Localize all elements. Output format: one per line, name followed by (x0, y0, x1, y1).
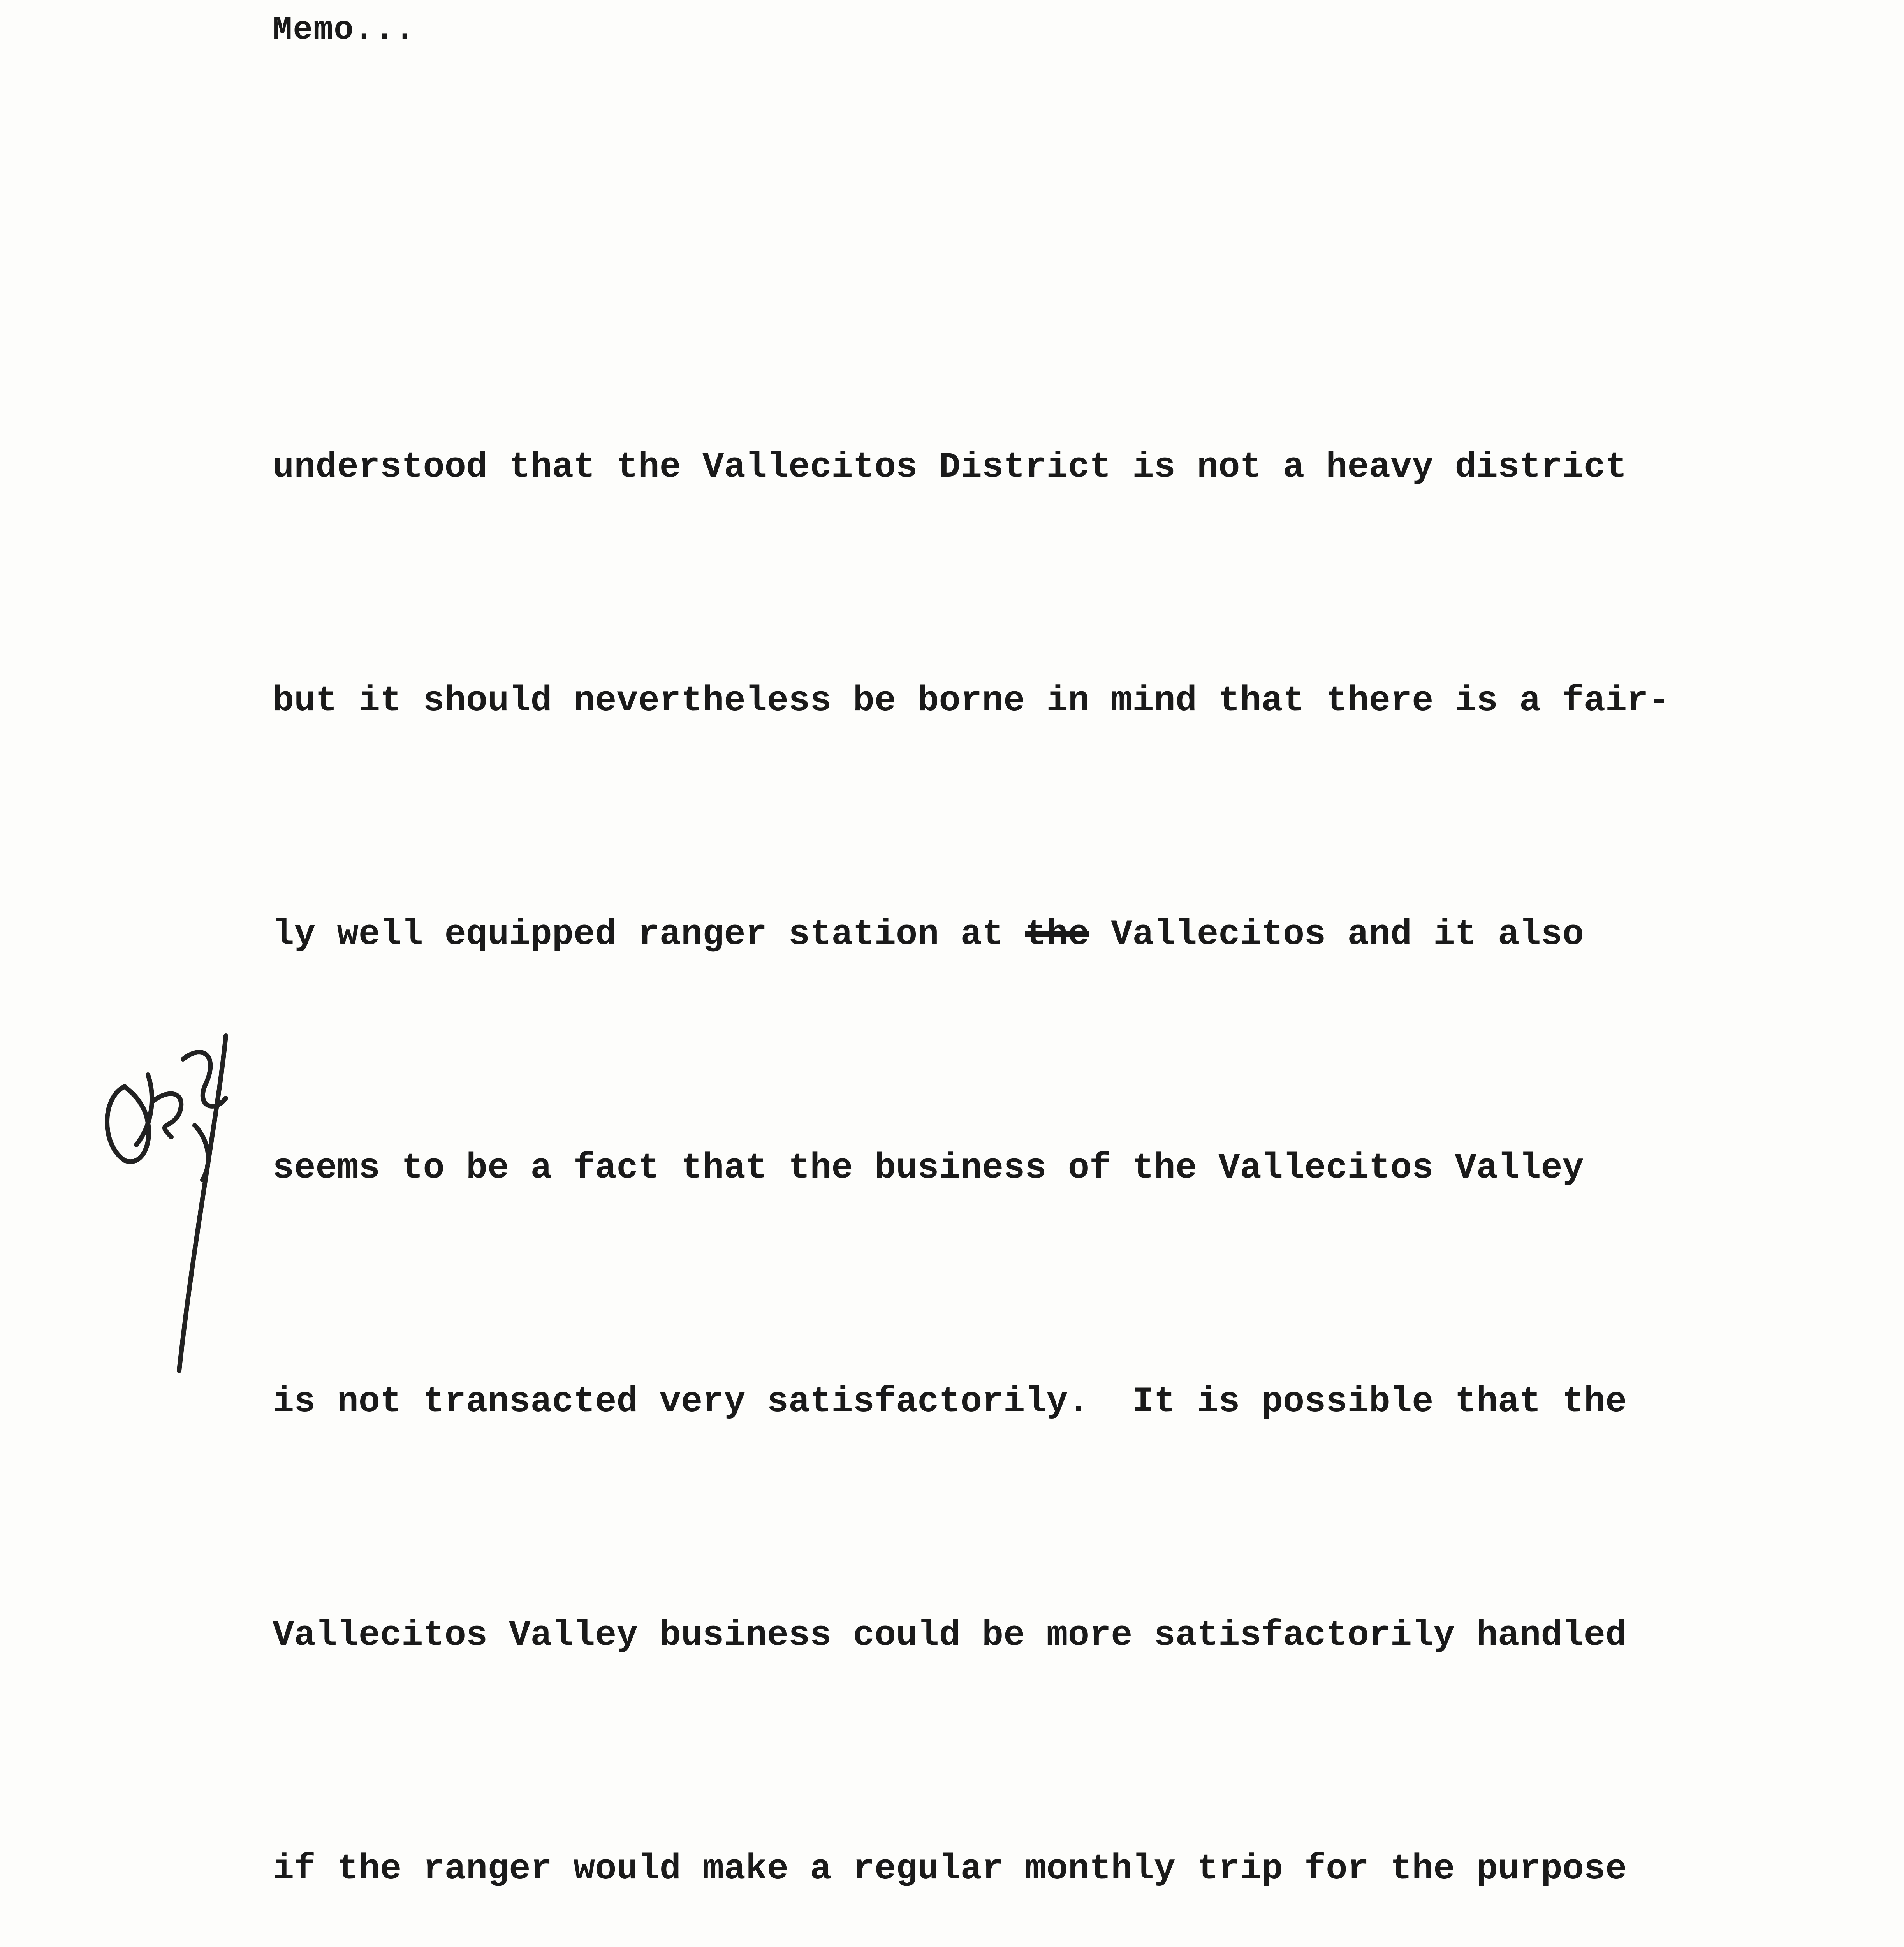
body-line: but it should nevertheless be borne in mind that there is a fair- (273, 680, 1670, 721)
body-line: Vallecitos Valley business could be more satisfactorily handled (273, 1615, 1627, 1656)
memo-header: Memo... (273, 12, 415, 49)
body-line: is not transacted very satisfactorily. It is possible that the (273, 1381, 1627, 1422)
body-line-part: ly well equipped ranger station at (273, 914, 1025, 955)
body-line: if the ranger would make a regular monthly trip for the purpose (273, 1848, 1627, 1889)
handwritten-initials-signature (78, 997, 257, 1386)
body-line (273, 896, 1861, 974)
body-line: seems to be a fact that the business of the Vallecitos Valley (273, 1148, 1584, 1188)
struck-word: the (1025, 914, 1089, 955)
body-line-part: Vallecitos and it also (1089, 914, 1584, 955)
body-line: understood that the Vallecitos District is not a heavy district (273, 447, 1627, 488)
memo-body (273, 273, 1861, 1947)
